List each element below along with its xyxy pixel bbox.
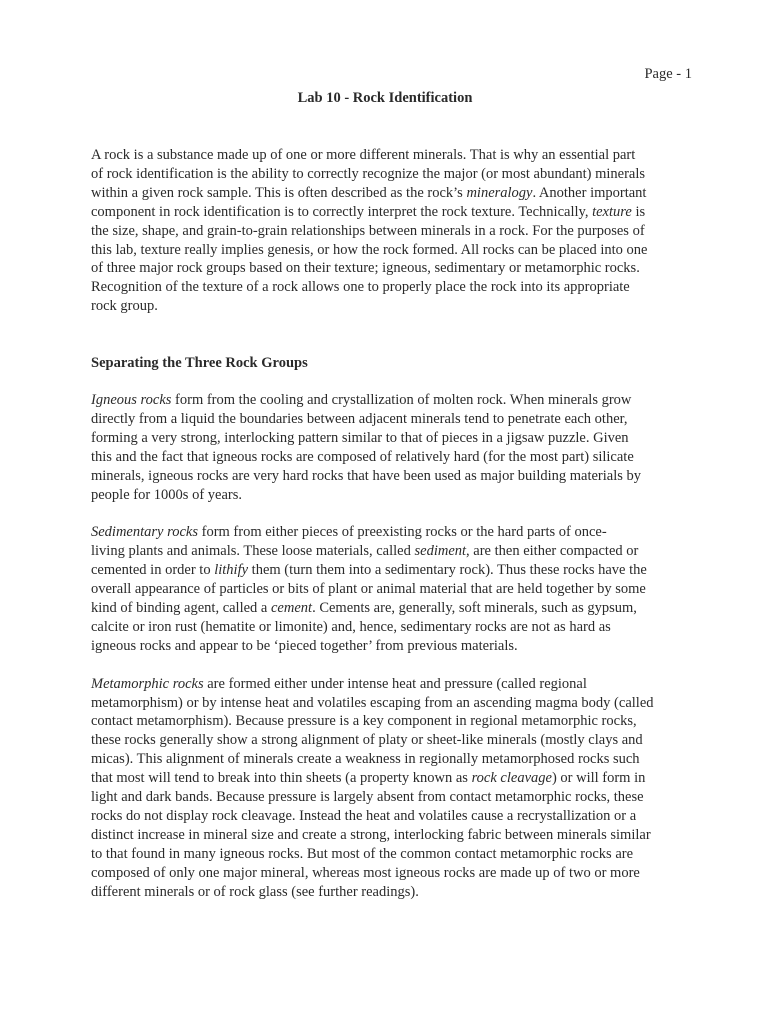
- term-texture: texture: [592, 203, 632, 220]
- sedimentary-text: , are then either compacted or cemented in order to: [91, 543, 639, 579]
- term-sediment: sediment: [414, 543, 467, 560]
- igneous-paragraph: [91, 391, 681, 504]
- metamorphic-text: are formed either under intense heat and pressure (called regional metamorphism) or by intense heat and volatiles escaping from an ascending magma body (called contact metamorphism). Because pressure is a key component in regional metamorphic rocks, these rocks generally show a strong alignment of platy or sheet-like minerals (mostly clays and micas). This alignment of minerals create a weakness in regionally metamorphosed rocks such that most will tend to break into thin sheets (a property known as: [91, 675, 654, 787]
- page-title: Lab 10 - Rock Identification: [297, 90, 473, 106]
- term-cement: cement: [271, 600, 313, 617]
- term-mineralogy: mineralogy: [466, 184, 533, 201]
- metamorphic-paragraph: [91, 675, 681, 902]
- document-body: [91, 146, 681, 920]
- intro-text: . Another important component in rock identification is to correctly interpret the rock texture. Technically,: [91, 184, 647, 220]
- term-metamorphic-rocks: Metamorphic rocks: [91, 675, 204, 692]
- sedimentary-text: form from either pieces of preexisting rocks or the hard parts of once- living plants and animals. These loose materials, called: [91, 524, 607, 560]
- term-igneous-rocks: Igneous rocks: [91, 392, 172, 409]
- page-number: Page - 1: [644, 66, 692, 82]
- term-lithify: lithify: [214, 562, 249, 579]
- intro-text: is the size, shape, and grain-to-grain relationships between minerals in a rock. For the purposes of this lab, texture really implies genesis, or how the rock formed. All rocks can be placed into one of three major rock groups based on their texture; igneous, sedimentary or metamorphic rocks. Recognition of the texture of a rock allows one to properly place the rock into its appropriate rock group.: [91, 203, 648, 315]
- term-sedimentary-rocks: Sedimentary rocks: [91, 524, 198, 541]
- term-rock-cleavage: rock cleavage: [471, 770, 552, 787]
- sedimentary-paragraph: [91, 523, 681, 655]
- section-heading: Separating the Three Rock Groups: [91, 355, 308, 372]
- sedimentary-text: . Cements are, generally, soft minerals, such as gypsum, calcite or iron rust (hematite or limonite) and, hence, sedimentary rocks are not as hard as igneous rocks and appear to be ‘pieced together’ from previous materials.: [91, 600, 637, 654]
- intro-paragraph: [91, 146, 681, 316]
- sedimentary-text: them (turn them into a sedimentary rock). Thus these rocks have the overall appearance of particles or bits of plant or animal material that are held together by some kind of binding agent, called a: [91, 562, 647, 617]
- igneous-text: form from the cooling and crystallization of molten rock. When minerals grow directly from a liquid the boundaries between adjacent minerals tend to penetrate each other, forming a very strong, interlocking pattern similar to that of pieces in a jigsaw puzzle. Given this and the fact that igneous rocks are composed of relatively hard (for the most part) silicate minerals, igneous rocks are very hard rocks that have been used as major building materials by people for 1000s of years.: [91, 392, 642, 503]
- intro-text: A rock is a substance made up of one or more different minerals. That is why an essential part of rock identification is the ability to correctly recognize the major (or most abundant) minerals within a given rock sample. This is often described as the rock’s: [91, 147, 646, 201]
- metamorphic-text: ) or will form in light and dark bands. Because pressure is largely absent from contact metamorphic rocks, these rocks do not display rock cleavage. Instead the heat and volatiles cause a recrystallization or a distinct increase in mineral size and create a strong, interlocking fabric between minerals similar to that found in many igneous rocks. But most of the common contact metamorphic rocks are composed of only one major mineral, whereas most igneous rocks are made up of two or more different minerals or of rock glass (see further readings).: [91, 770, 651, 900]
